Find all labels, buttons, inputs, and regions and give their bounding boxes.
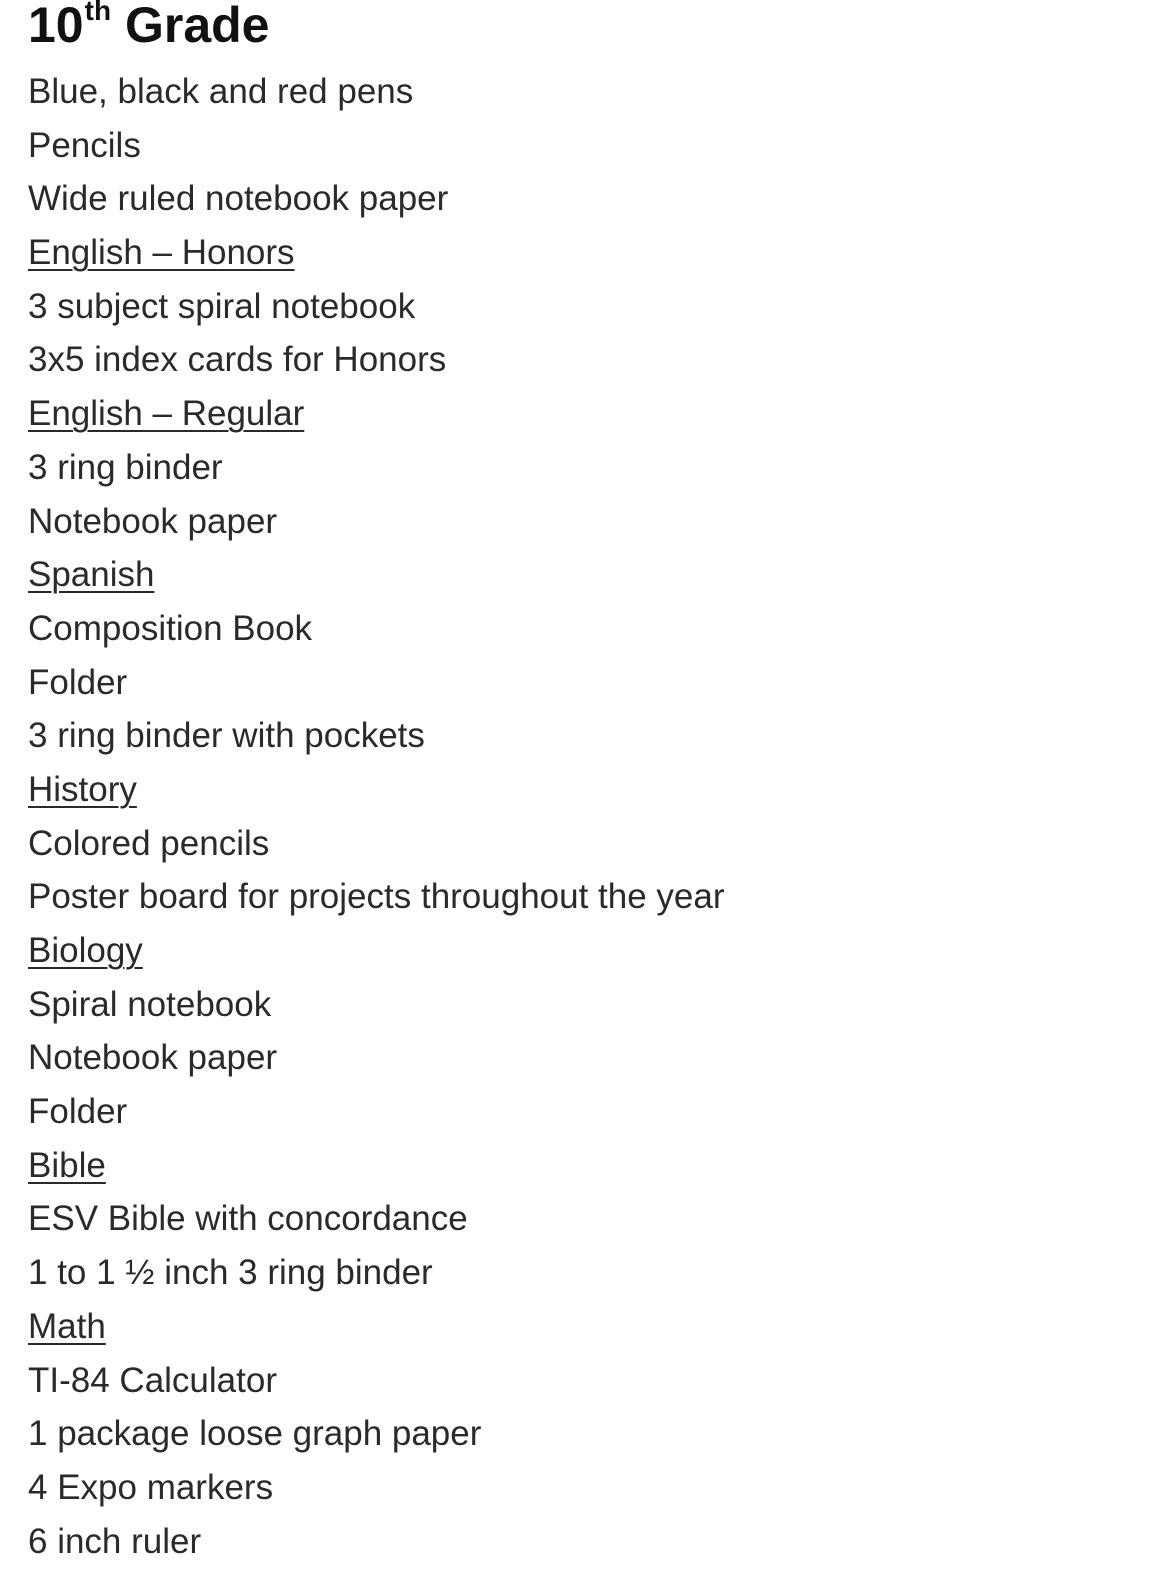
page-title [28,0,269,56]
supply-item: 1 to 1 ½ inch 3 ring binder [28,1253,433,1293]
subject-heading: English – Regular [28,394,305,434]
supply-item: Wide ruled notebook paper [28,179,449,219]
supply-item: ESV Bible with concordance [28,1199,468,1239]
supply-item: Notebook paper [28,501,278,541]
supply-item: Folder [28,1092,128,1132]
supply-item: Blue, black and red pens [28,72,414,111]
supply-item: 3 ring binder [28,447,223,487]
title-word: Grade [124,0,270,53]
supply-item: Pencils [28,125,141,165]
supply-item: 1 package loose graph paper [28,1414,482,1454]
supply-list [28,65,725,1568]
subject-heading: Math [28,1306,106,1346]
subject-heading: History [28,769,137,809]
supply-item: 6 inch ruler [28,1521,202,1561]
subject-heading: Bible [28,1145,106,1185]
supply-item: Colored pencils [28,823,270,863]
title-number: 10 [28,0,84,53]
title-superscript: th [84,0,112,26]
supply-item: Poster board for projects throughout the year [28,877,725,917]
supply-item: 3 ring binder with pockets [28,716,425,756]
supply-item: Composition Book [28,608,313,648]
document-page [28,0,1159,1581]
subject-heading: Spanish [28,555,155,595]
supply-item: Spiral notebook [28,984,272,1024]
supply-item: TI-84 Calculator [28,1360,277,1400]
supply-item: Notebook paper [28,1038,278,1078]
supply-item: 3x5 index cards for Honors [28,340,447,380]
subject-heading: English – Honors [28,233,295,273]
subject-heading: Biology [28,931,143,970]
supply-item: 4 Expo markers [28,1467,274,1507]
supply-item: 3 subject spiral notebook [28,286,416,326]
supply-item: Folder [28,662,128,702]
